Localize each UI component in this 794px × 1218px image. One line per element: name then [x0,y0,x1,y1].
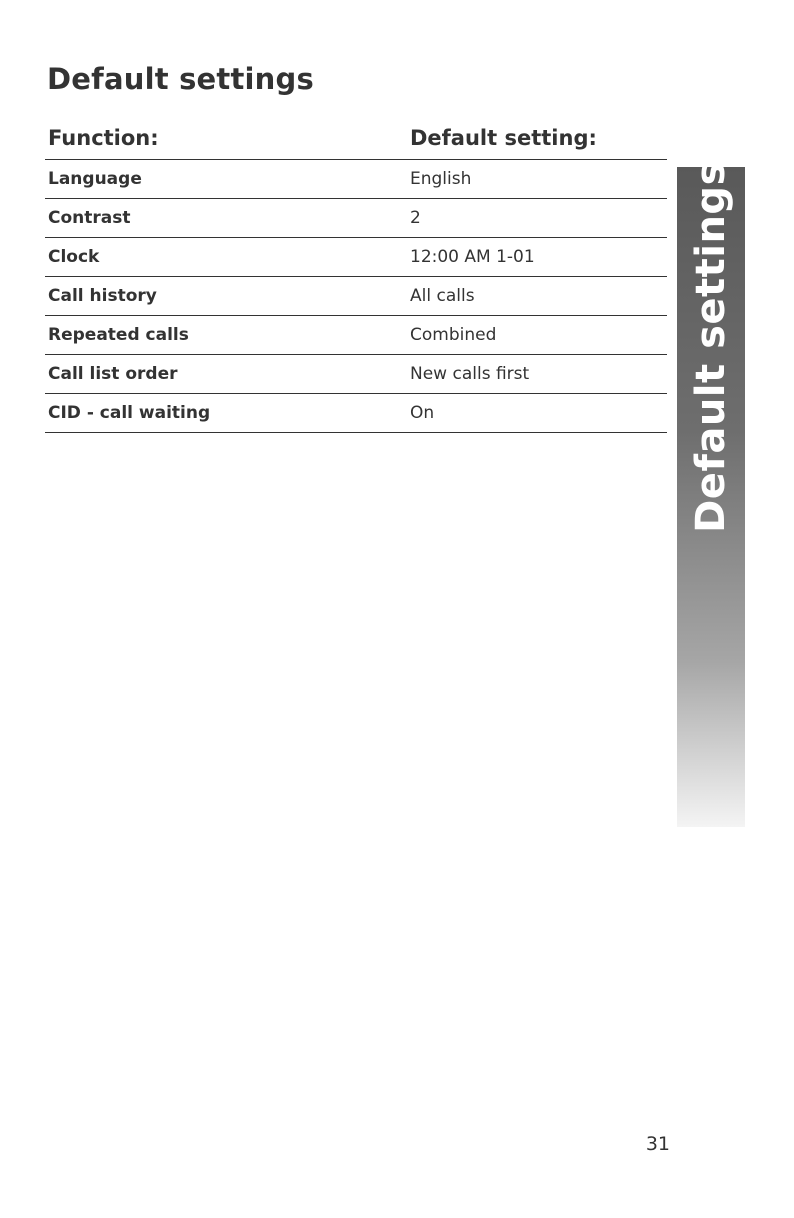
table-header-row [45,120,667,160]
section-side-tab [677,161,745,827]
function-cell: CID - call waiting [45,394,407,433]
table-row [45,277,667,316]
function-cell: Call history [45,277,407,316]
default-value-cell: Combined [407,316,667,355]
function-cell: Contrast [45,199,407,238]
default-value-cell: On [407,394,667,433]
table-row [45,160,667,199]
page-number: 31 [645,1133,670,1155]
default-settings-table [45,120,667,433]
page-title: Default settings [47,62,314,96]
default-value-cell: 12:00 AM 1-01 [407,238,667,277]
function-cell: Repeated calls [45,316,407,355]
table-row [45,355,667,394]
column-header-function: Function: [45,120,407,160]
table-row [45,238,667,277]
table-row [45,316,667,355]
function-cell: Language [45,160,407,199]
side-tab-label: Default settings [688,161,734,533]
default-value-cell: All calls [407,277,667,316]
default-value-cell: 2 [407,199,667,238]
function-cell: Call list order [45,355,407,394]
table-row [45,394,667,433]
function-cell: Clock [45,238,407,277]
default-value-cell: New calls first [407,355,667,394]
table-row [45,199,667,238]
default-value-cell: English [407,160,667,199]
column-header-default-setting: Default setting: [407,120,667,160]
